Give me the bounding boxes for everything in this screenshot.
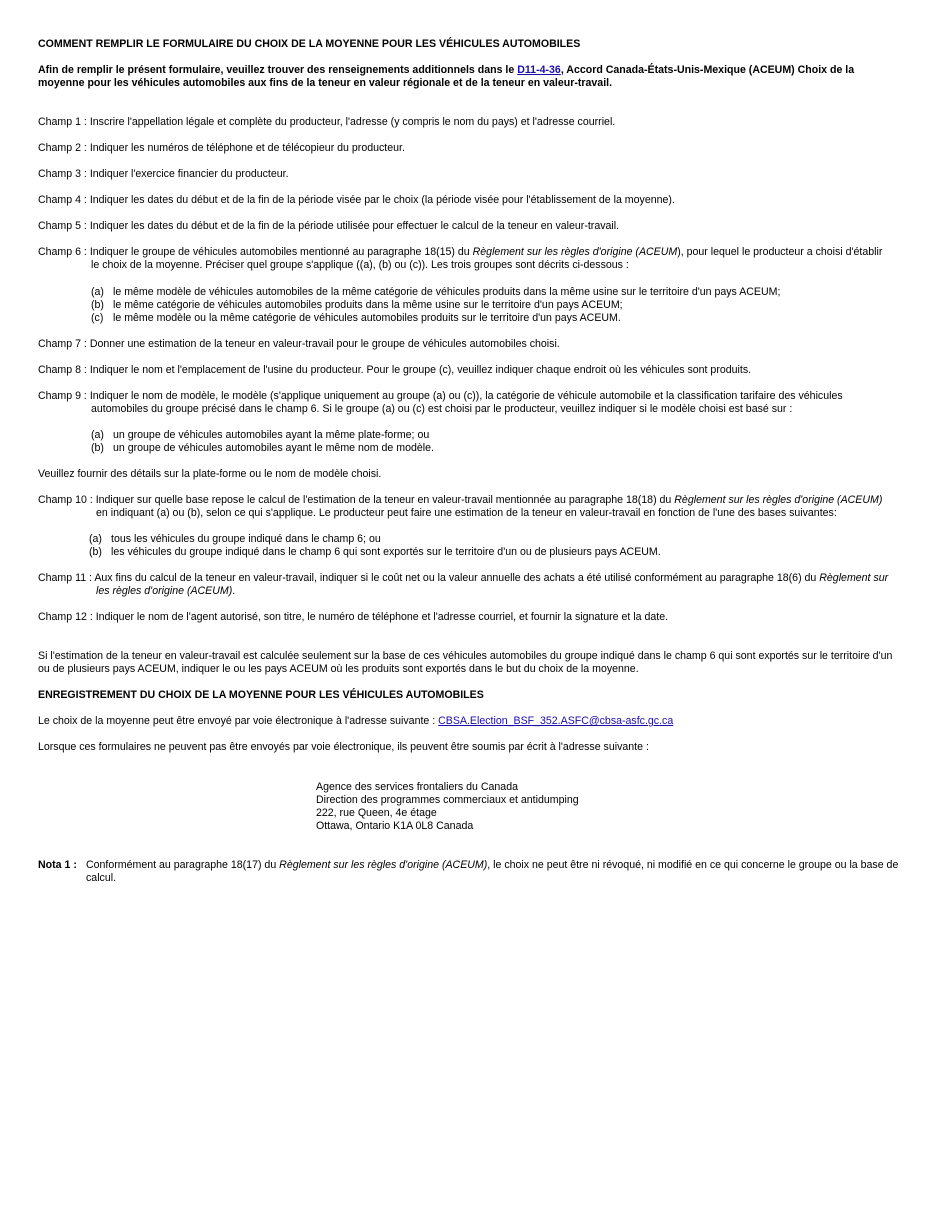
field-6-instruction: Champ 6 : Indiquer le groupe de véhicules automobiles mentionné au paragraphe 18(15) du Règlement sur les règles d'origine (ACEUM), pour lequel le producteur a choisi d'établir le choix de la moyenne. Préciser quel groupe s'applique ((a), (b) ou (c)). Les trois groupes sont décrits ci-dessous : [38, 246, 883, 271]
field-6-groups-list [91, 286, 891, 325]
field-4-instruction: Champ 4 : Indiquer les dates du début et de la fin de la période visée par le choix (la période visée pour l'établissement de la moyenne). [38, 194, 675, 206]
field-3-instruction: Champ 3 : Indiquer l'exercice financier du producteur. [38, 168, 289, 180]
field-10-instruction: Champ 10 : Indiquer sur quelle base repose le calcul de l'estimation de la teneur en valeur-travail mentionnée au paragraphe 18(18) du Règlement sur les règles d'origine (ACEUM) en indiquant (a) ou (b), selon ce qui s'applique. Le producteur peut faire une estimation de la teneur en valeur-travail en fonction de l'une des bases suivantes: [38, 494, 883, 519]
list-item: (b) un groupe de véhicules automobiles ayant le même nom de modèle. [91, 442, 434, 454]
email-submission-line: Le choix de la moyenne peut être envoyé par voie électronique à l'adresse suivante : CBSA.Election_BSF_352.ASFC@cbsa-asfc.gc.ca [38, 715, 674, 727]
list-item: (b) les véhicules du groupe indiqué dans le champ 6 qui sont exportés sur le territoire d'un ou de plusieurs pays ACEUM. [89, 546, 661, 558]
address-line: Agence des services frontaliers du Canada [316, 781, 518, 793]
field-9-details-note: Veuillez fournir des détails sur la plate-forme ou le nom de modèle choisi. [38, 468, 382, 480]
note-1 [38, 859, 908, 885]
list-item: (b) le même catégorie de véhicules automobiles produits dans la même usine sur le territoire d'un pays ACEUM; [91, 299, 623, 311]
export-paragraph: Si l'estimation de la teneur en valeur-travail est calculée seulement sur la base de ces véhicules automobiles du groupe indiqué dans le champ 6 qui sont exportés sur le territoire d'un ou de plusieurs pays ACEUM, indiquer le ou les pays ACEUM où les produits sont exportés dans le but du choix de la moyenne. [38, 650, 893, 675]
field-7-instruction: Champ 7 : Donner une estimation de la teneur en valeur-travail pour le groupe de véhicules automobiles choisi. [38, 338, 560, 350]
list-item: (a) le même modèle de véhicules automobiles de la même catégorie de véhicules produits dans la même usine sur le territoire d'un pays ACEUM; [91, 286, 781, 298]
note-label: Nota 1 : [38, 859, 77, 871]
d11-4-36-link[interactable]: D11-4-36 [517, 64, 561, 76]
list-item: (c) le même modèle ou la même catégorie de véhicules automobiles produits sur le territoire d'un pays ACEUM. [91, 312, 621, 324]
registration-heading: ENREGISTREMENT DU CHOIX DE LA MOYENNE POUR LES VÉHICULES AUTOMOBILES [38, 689, 484, 701]
mailing-address [316, 781, 579, 833]
address-line: Direction des programmes commerciaux et antidumping [316, 794, 579, 806]
regulation-title: Règlement sur les règles d'origine (ACEUM [472, 246, 678, 258]
intro-after: , Accord Canada-États-Unis-Mexique (ACEUM) Choix de la moyenne pour les véhicules automobiles aux fins de la teneur en valeur régionale et de la teneur en valeur-travail. [38, 64, 855, 89]
list-item: (a) tous les véhicules du groupe indiqué dans le champ 6; ou [89, 533, 381, 545]
note-text: Conformément au paragraphe 18(17) du Règlement sur les règles d'origine (ACEUM), le choix ne peut être ni révoqué, ni modifié en ce qui concerne le groupe ou la base de calcul. [86, 859, 899, 884]
field-11-instruction: Champ 11 : Aux fins du calcul de la teneur en valeur-travail, indiquer si le coût net ou la valeur annuelle des achats a été utilisé conformément au paragraphe 18(6) du Règlement sur les règles d'origine (ACEUM). [38, 572, 889, 597]
address-line: 222, rue Queen, 4e étage [316, 807, 437, 819]
paper-submission-line: Lorsque ces formulaires ne peuvent pas être envoyés par voie électronique, ils peuvent être soumis par écrit à l'adresse suivante : [38, 741, 649, 753]
field-1-instruction: Champ 1 : Inscrire l'appellation légale et complète du producteur, l'adresse (y compris le nom du pays) et l'adresse courriel. [38, 116, 616, 128]
page-title: COMMENT REMPLIR LE FORMULAIRE DU CHOIX DE LA MOYENNE POUR LES VÉHICULES AUTOMOBILES [38, 38, 581, 50]
field-12-instruction: Champ 12 : Indiquer le nom de l'agent autorisé, son titre, le numéro de téléphone et l'adresse courriel, et fournir la signature et la date. [38, 611, 669, 623]
field-9-instruction: Champ 9 : Indiquer le nom de modèle, le modèle (s'applique uniquement au groupe (a) ou (c)), la catégorie de véhicule automobile et la classification tarifaire des véhicules automobiles du groupe précisé dans le champ 6. Si le groupe (a) ou (c) est choisi par le producteur, veuillez indiquer si le modèle choisi est basé sur : [38, 390, 843, 415]
field-8-instruction: Champ 8 : Indiquer le nom et l'emplacement de l'usine du producteur. Pour le groupe (c), veuillez indiquer chaque endroit où les véhicules sont produits. [38, 364, 752, 376]
field-10-basis-list [89, 533, 889, 559]
cbsa-email-link[interactable]: CBSA.Election_BSF_352.ASFC@cbsa-asfc.gc.ca [438, 715, 674, 727]
field-9-basis-list [91, 429, 891, 455]
field-5-instruction: Champ 5 : Indiquer les dates du début et de la fin de la période utilisée pour effectuer le calcul de la teneur en valeur-travail. [38, 220, 620, 232]
intro-paragraph [38, 64, 898, 90]
field-2-instruction: Champ 2 : Indiquer les numéros de téléphone et de télécopieur du producteur. [38, 142, 405, 154]
address-line: Ottawa, Ontario K1A 0L8 Canada [316, 820, 474, 832]
intro-before: Afin de remplir le présent formulaire, veuillez trouver des renseignements additionnels dans le [38, 64, 518, 76]
list-item: (a) un groupe de véhicules automobiles ayant la même plate-forme; ou [91, 429, 430, 441]
